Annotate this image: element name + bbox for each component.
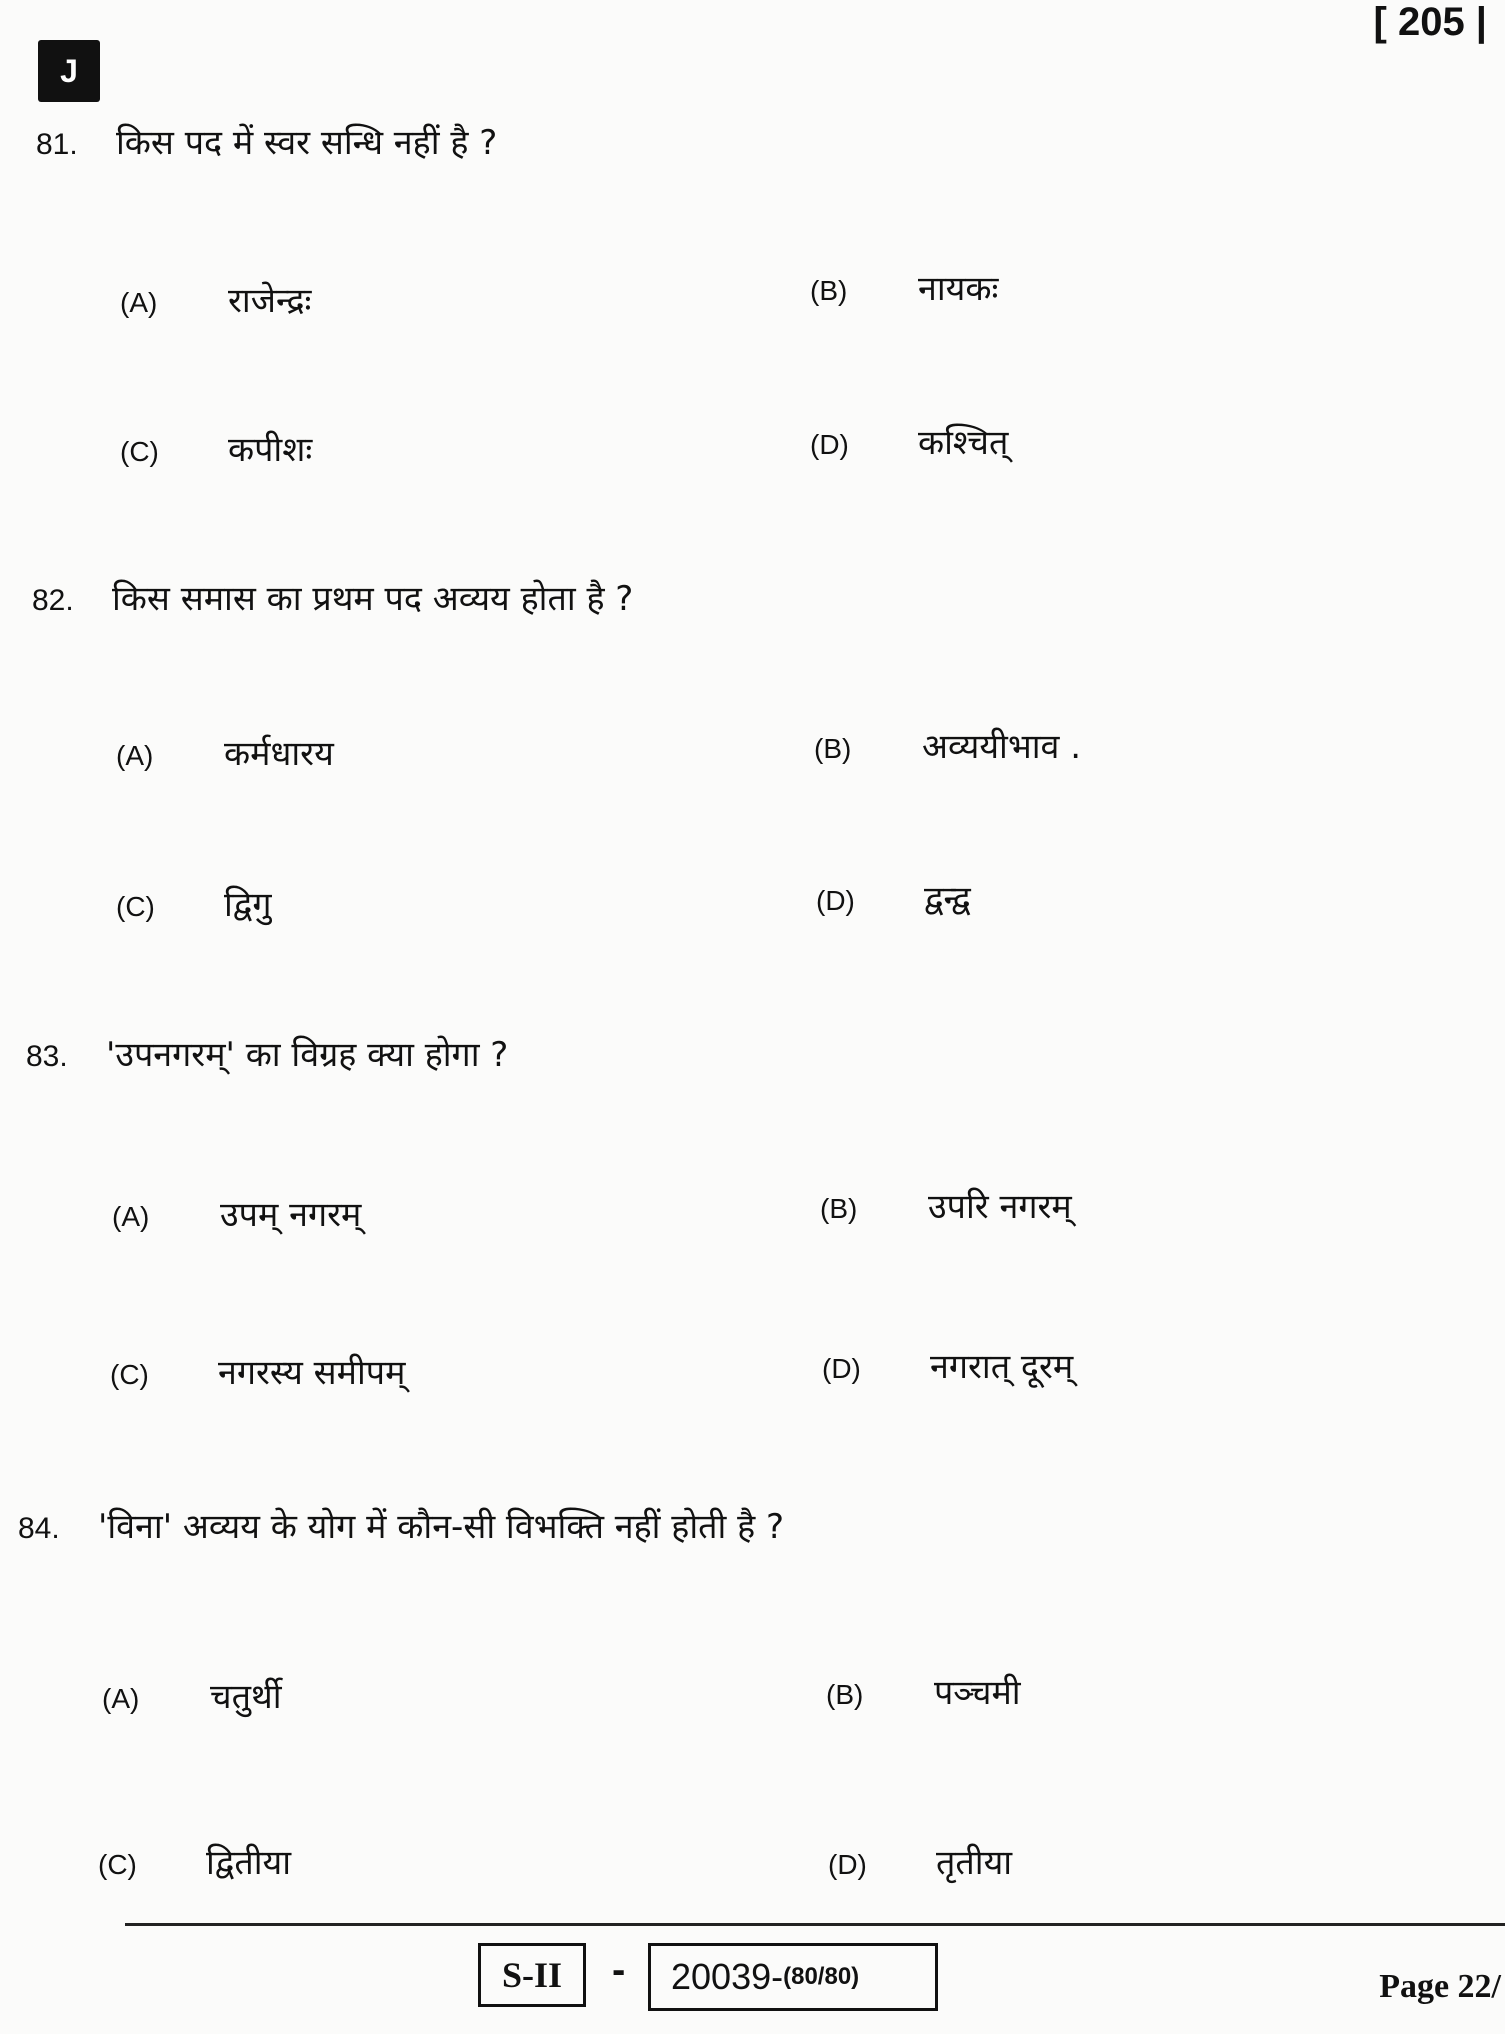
option-label: (B) <box>814 733 852 764</box>
question-text: 'उपनगरम्' का विग्रह क्या होगा ? <box>106 1035 509 1075</box>
paper-code-box <box>648 1943 938 2011</box>
option-text: अव्ययीभाव . <box>922 727 1082 767</box>
option-label: (D) <box>822 1353 861 1384</box>
option-label: (C) <box>120 436 159 467</box>
option-81-c <box>120 425 312 471</box>
option-81-b <box>810 264 998 310</box>
option-label: (C) <box>116 891 155 922</box>
question-number: 83. <box>26 1040 68 1073</box>
option-label: (A) <box>112 1201 150 1232</box>
option-82-c <box>116 880 272 926</box>
option-text: कपीशः <box>228 430 313 470</box>
question-text: किस समास का प्रथम पद अव्यय होता है ? <box>112 579 634 619</box>
option-82-b <box>814 722 1081 768</box>
option-83-a <box>112 1190 361 1236</box>
option-84-b <box>826 1668 1021 1714</box>
question-text: 'विना' अव्यय के योग में कौन-सी विभक्ति नहीं होती है ? <box>98 1507 785 1547</box>
option-text: कर्मधारय <box>224 734 334 774</box>
question-83 <box>26 1030 508 1076</box>
footer-divider <box>125 1923 1505 1926</box>
option-82-d <box>816 874 971 920</box>
option-text: कश्चित् <box>918 423 1009 463</box>
option-83-c <box>110 1348 405 1394</box>
option-text: पञ्चमी <box>934 1673 1021 1713</box>
option-83-b <box>820 1182 1072 1228</box>
question-81 <box>36 118 497 164</box>
option-label: (A) <box>120 287 158 318</box>
option-text: द्वितीया <box>206 1843 292 1883</box>
option-label: (B) <box>820 1193 858 1224</box>
question-number: 84. <box>18 1512 60 1545</box>
option-81-d <box>810 418 1008 464</box>
option-text: नायकः <box>918 269 999 309</box>
question-number: 81. <box>36 128 78 161</box>
option-83-d <box>822 1342 1073 1388</box>
question-number: 82. <box>32 584 74 617</box>
option-84-c <box>98 1838 291 1884</box>
option-label: (B) <box>810 275 848 306</box>
option-text: नगरात् दूरम् <box>930 1347 1074 1387</box>
option-text: उपरि नगरम् <box>928 1187 1072 1227</box>
option-81-a <box>120 276 311 322</box>
option-text: राजेन्द्रः <box>228 281 312 321</box>
option-label: (D) <box>810 429 849 460</box>
option-text: द्वन्द्व <box>924 879 971 919</box>
option-84-d <box>828 1838 1012 1884</box>
footer-dash: - <box>612 1948 626 1992</box>
question-text: किस पद में स्वर सन्धि नहीं है ? <box>116 123 498 163</box>
option-label: (A) <box>102 1683 140 1714</box>
paper-code: 20039- <box>671 1956 784 1997</box>
set-code-badge: J <box>38 40 100 102</box>
option-text: तृतीया <box>936 1843 1013 1883</box>
option-label: (D) <box>816 885 855 916</box>
question-82 <box>32 574 633 620</box>
page-number: [ 205 | <box>1373 0 1487 44</box>
option-84-a <box>102 1672 282 1718</box>
paper-code-suffix: (80/80) <box>783 1963 860 1990</box>
option-text: उपम् नगरम् <box>220 1195 362 1235</box>
series-box: S-II <box>478 1943 586 2007</box>
option-label: (C) <box>110 1359 149 1390</box>
option-label: (B) <box>826 1679 864 1710</box>
option-text: चतुर्थी <box>210 1677 282 1717</box>
option-text: नगरस्य समीपम् <box>218 1353 406 1393</box>
option-label: (D) <box>828 1849 867 1880</box>
option-label: (A) <box>116 740 154 771</box>
question-84 <box>18 1502 784 1548</box>
option-82-a <box>116 729 334 775</box>
option-text: द्विगु <box>224 885 272 925</box>
option-label: (C) <box>98 1849 137 1880</box>
page-label: Page 22/ <box>1379 1968 1501 2005</box>
